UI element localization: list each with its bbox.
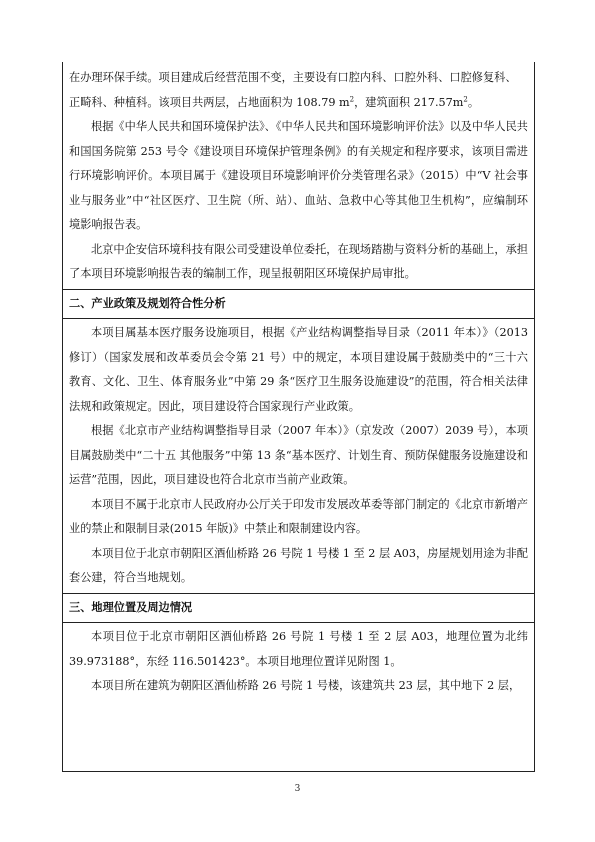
section-divider	[63, 289, 534, 290]
intro-p1-line2-pre: 正畸科、种植科。该项目共两层，占地面积为 108.79 m	[69, 95, 350, 109]
intro-p1-line1: 在办理环保手续。项目建成后经营范围不变，主要设有口腔内科、口腔外科、口腔修复科、	[69, 71, 517, 84]
section-2-paragraph-1: 本项目属基本医疗服务设施项目，根据《产业结构调整指导目录（2011 年本）》（2013 修订）（国家发展和改革委员会令第 21 号）中的规定，本项目建设属于鼓励类中的“三十六 教育、文化、卫生、体育服务业”中第 29 条“医疗卫生服务设施建设”的范围，符合相关法律法规和政策规定。因此，项目建设符合国家现行产业政策。	[69, 326, 528, 413]
section-3-paragraph-2: 本项目所在建筑为朝阳区酒仙桥路 26 号院 1 号楼，该建筑共 23 层，其中地下 2 层，	[91, 679, 521, 692]
section-3-paragraph-1: 本项目位于北京市朝阳区酒仙桥路 26 号院 1 号楼 1 至 2 层 A03，地理位置为北纬 39.973188°，东经 116.501423°。本项目地理位置详见附图 1。	[69, 630, 528, 668]
section-3-heading: 三、地理位置及周边情况	[69, 600, 193, 614]
document-frame	[62, 62, 535, 772]
section-2-paragraph-3: 本项目不属于北京市人民政府办公厅关于印发市发展改革委等部门制定的《北京市新增产业的禁止和限制目录(2015 年版)》中禁止和限制建设内容。	[69, 497, 528, 535]
section-divider	[63, 593, 534, 594]
area-unit-superscript: 2	[349, 94, 355, 103]
section-divider	[63, 318, 534, 319]
section-2-paragraph-2: 根据《北京市产业结构调整指导目录（2007 年本）》（京发改（2007）2039 号），本项目属鼓励类中“二十五 其他服务”中第 13 条“基本医疗、计划生育、预防保健服务设施建设和运营”范围，因此，项目建设也符合北京市当前产业政策。	[69, 424, 528, 486]
intro-paragraph-1	[69, 66, 528, 115]
building-area-unit-superscript: 2	[463, 94, 468, 103]
section-2-paragraph-4: 本项目位于北京市朝阳区酒仙桥路 26 号院 1 号楼 1 至 2 层 A03，房屋规划用途为非配套公建，符合当地规划。	[69, 546, 528, 584]
intro-paragraph-3: 北京中企安信环境科技有限公司受建设单位委托，在现场踏勘与资料分析的基础上，承担了本项目环境影响报告表的编制工作，现呈报朝阳区环境保护局审批。	[69, 242, 528, 280]
intro-p1-line2-post: 。	[467, 95, 480, 109]
intro-p1-line2-mid: ，建筑面积 217.57m	[354, 95, 464, 109]
page-number: 3	[294, 784, 301, 794]
section-divider	[63, 622, 534, 623]
section-2-heading: 二、产业政策及规划符合性分析	[69, 296, 226, 310]
intro-paragraph-2: 根据《中华人民共和国环境保护法》、《中华人民共和国环境影响评价法》以及中华人民共和国国务院第 253 号令《建设项目环境保护管理条例》的有关规定和程序要求，该项目需进行环境影响评价。本项目属于《建设项目环境影响评价分类管理名录》（2015）中“V 社会事业与服务业”中“社区医疗、卫生院（所、站）、血站、急救中心等其他卫生机构”，应编制环境影响报告表。	[69, 120, 528, 231]
